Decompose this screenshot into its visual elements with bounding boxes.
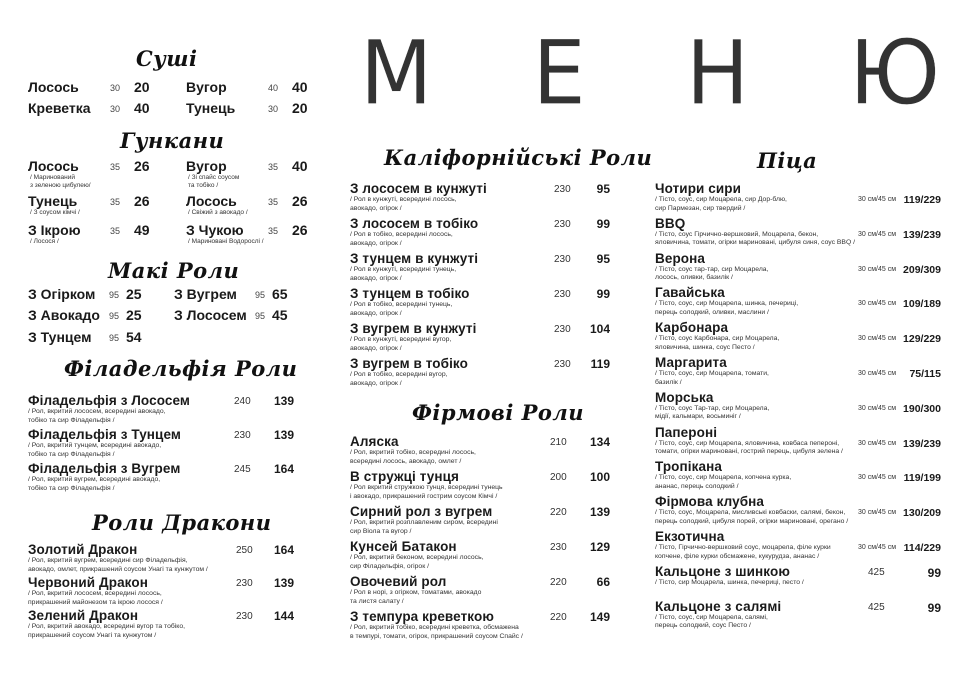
item-price: 149: [589, 610, 610, 624]
item-weight: 220: [550, 612, 567, 623]
dragons-item: [28, 575, 300, 607]
item-name: З Тунцем: [28, 329, 92, 345]
item-weight: 35: [268, 162, 279, 172]
item-name: Гавайська: [655, 285, 725, 301]
item-name: Вугор: [186, 79, 227, 95]
pizza-item: [655, 564, 947, 588]
item-price: 104: [589, 322, 610, 336]
section-title: Суші: [136, 46, 198, 71]
section-title: Макі Роли: [108, 258, 240, 283]
item-name: З Огірком: [28, 286, 96, 302]
california-item: [350, 321, 618, 353]
maki-row: [28, 307, 300, 329]
item-name: З тунцем в кунжуті: [350, 251, 479, 266]
item-weight: 95: [109, 290, 120, 300]
item-price: 109/189: [903, 298, 941, 311]
item-name: Чотири сири: [655, 181, 742, 196]
california-item: [350, 356, 618, 388]
item-name: Кальцоне з шинкою: [655, 563, 790, 579]
item-description: / Рол вкритий стружкою тунця, всередині тунець і авокадо, прикрашений гострим соусом Кімчі /: [350, 484, 503, 500]
item-name: В стружці тунця: [350, 469, 460, 484]
item-size: 425: [868, 566, 885, 578]
item-description: / Рол, вкритий лососем, всередині авокадо, тобіко та сир Філадельфія /: [28, 408, 166, 424]
item-price: 99: [596, 217, 610, 231]
philadelphia-item: [28, 393, 300, 425]
item-description: / Рол в кунжуті, всередині тунець, авокадо, огірок /: [350, 266, 457, 282]
item-weight: 230: [234, 430, 251, 441]
item-price: 75/115: [909, 368, 941, 380]
section-title: Каліфорнійські Роли: [384, 145, 653, 170]
item-price: 40: [292, 158, 308, 174]
pizza-item: [655, 599, 947, 631]
item-weight: 95: [109, 311, 120, 321]
pizza-item: [655, 181, 947, 213]
item-weight: 250: [236, 545, 253, 556]
item-weight: 40: [268, 83, 279, 93]
item-name: Верона: [655, 250, 706, 266]
item-name: Сирний рол з вугрем: [350, 504, 493, 519]
pizza-item: [655, 390, 947, 422]
item-weight: 230: [554, 184, 571, 195]
item-name: З Ікрою: [28, 222, 81, 238]
signature-item: [350, 434, 618, 466]
item-price: 54: [126, 329, 142, 345]
item-name: Вугор: [186, 158, 227, 174]
pizza-item: [655, 216, 947, 248]
item-size: 30 см/45 см: [858, 335, 897, 343]
item-name: З Чукою: [186, 222, 244, 238]
item-name: Аляска: [350, 434, 399, 449]
item-name: З темпура креветкою: [350, 609, 494, 624]
item-name: Креветка: [28, 100, 91, 116]
pizza-item: [655, 285, 947, 317]
item-weight: 35: [268, 226, 279, 236]
item-name: Філадельфія з Вугрем: [28, 461, 181, 476]
item-description: / Рол, вкритий беконом, всередині лосось, сир Філадельфія, огірок /: [350, 554, 484, 570]
item-weight: 30: [110, 104, 121, 114]
item-price: 26: [292, 193, 308, 209]
item-price: 139/239: [903, 228, 941, 241]
item-name: З Лососем: [174, 307, 247, 323]
item-name: Папероні: [655, 424, 718, 440]
philadelphia-item: [28, 461, 300, 493]
item-name: Червоний Дракон: [28, 575, 148, 590]
item-weight: 95: [255, 290, 266, 300]
item-weight: 230: [554, 254, 571, 265]
item-weight: 95: [109, 333, 120, 343]
item-price: 45: [272, 307, 288, 323]
item-name: З лососем в тобіко: [350, 216, 479, 231]
item-weight: 220: [550, 507, 567, 518]
item-note: / Лосося /: [30, 238, 59, 245]
item-weight: 230: [236, 611, 253, 622]
item-price: 139: [273, 428, 294, 442]
item-weight: 230: [554, 219, 571, 230]
section-title: Фірмові Роли: [412, 400, 585, 425]
item-price: 119/229: [903, 194, 941, 206]
item-description: / Рол, вкритий авокадо, всередині вугор та тобіко, прикрашений соусом Унагі та кунжутом /: [28, 623, 185, 639]
item-name: Філадельфія з Лососем: [28, 393, 191, 408]
item-name: Фірмова клубна: [655, 494, 765, 510]
menu-title-letter: Ю: [849, 21, 940, 125]
item-name: Лосось: [186, 193, 237, 209]
item-description: / Тісто, Гірчично-вершковий соус, моцарела, філе курки копчене, філе курки обсмажене, кукурудза, ананас /: [655, 544, 831, 560]
item-description: / Рол, вкритий тобіко, всередині креветка, обсмажена в темпурі, томати, огірок, прикрашений соусом Спайс /: [350, 624, 523, 640]
item-price: 25: [126, 286, 142, 302]
item-price: 99: [927, 600, 941, 615]
pizza-item: [655, 251, 947, 283]
pizza-item: [655, 529, 947, 561]
maki-row: [28, 286, 300, 308]
item-name: З тунцем в тобіко: [350, 286, 470, 301]
item-name: Лосось: [28, 79, 79, 95]
item-weight: 30: [110, 83, 121, 93]
item-description: / Рол в тобіко, всередині лосось, авокадо, огірок /: [350, 231, 453, 247]
item-size: 30 см/45 см: [858, 474, 897, 482]
menu-title: [360, 21, 940, 125]
item-price: 139: [589, 505, 610, 519]
item-name: Морська: [655, 389, 714, 405]
item-weight: 240: [234, 396, 251, 407]
item-price: 100: [589, 470, 610, 484]
item-price: 25: [126, 307, 142, 323]
item-price: 26: [292, 222, 308, 238]
item-description: / Рол в тобіко, всередині тунець, авокадо, огірок /: [350, 301, 453, 317]
item-price: 65: [272, 286, 288, 302]
item-name: Карбонара: [655, 320, 729, 336]
item-name: BBQ: [655, 215, 686, 231]
pizza-item: [655, 494, 947, 526]
item-description: / Тісто, соус, сир Моцарела, сир Дор-блю, сир Пармезан, сир твердий /: [655, 196, 787, 212]
signature-item: [350, 574, 618, 606]
item-price: 129/229: [903, 333, 941, 346]
item-description: / Тісто, соус, Моцарела, мисливські ковбаски, салямі, бекон, перець солодкий, цибуля порей, огірки мариновані, орегано /: [655, 509, 849, 525]
item-size: 30 см/45 см: [858, 265, 897, 273]
item-price: 209/309: [903, 263, 941, 276]
item-name: З вугрем в тобіко: [350, 356, 468, 371]
item-description: / Рол, вкритий розплавленим сиром, всередині сир Віола та вугор /: [350, 519, 498, 535]
item-description: / Тісто, соус Карбонара, сир Моцарела, яловичина, шинка, соус Песто /: [655, 335, 780, 351]
item-description: / Тісто, соус, сир Моцарела, яловичина, ковбаса пепероні, томати, огірки мариновані, гострий перець, цибуля зелена /: [655, 439, 843, 456]
item-name: Екзотична: [655, 529, 725, 544]
item-weight: 230: [554, 324, 571, 335]
dragons-item: [28, 608, 300, 640]
gunkan-row: [28, 222, 308, 245]
menu-title-letter: Е: [532, 21, 586, 125]
item-note: / З соусом кімчі /: [30, 209, 80, 216]
section-title: Гункани: [120, 128, 225, 153]
item-weight: 230: [554, 289, 571, 300]
item-name: Овочевий рол: [350, 574, 447, 589]
item-size: 30 см/45 см: [858, 544, 897, 551]
california-item: [350, 181, 618, 213]
item-name: З вугрем в кунжуті: [350, 321, 477, 336]
item-description: / Рол, вкритий тунцем, всередині авокадо, тобіко та сир Філадельфія /: [28, 442, 162, 458]
item-size: 30 см/45 см: [858, 196, 897, 203]
item-description: / Тісто, соус Гірчично-вершковий, Моцарела, бекон, яловичина, томати, огірки мариновані, цибуля синя, соус BBQ /: [655, 230, 856, 247]
item-description: / Рол, вкритий вугрем, всередині сир Філадельфія, авокадо, омлет, прикрашений соусом Унагі та кунжутом /: [28, 557, 208, 573]
item-price: 66: [596, 575, 610, 589]
item-weight: 230: [236, 578, 253, 589]
item-weight: 30: [268, 104, 279, 114]
item-size: 30 см/45 см: [858, 509, 897, 517]
item-weight: 230: [550, 542, 567, 553]
item-price: 190/300: [903, 402, 941, 415]
item-note: / Маринований з зеленою цибулею/: [30, 174, 91, 189]
california-item: [350, 286, 618, 318]
california-item: [350, 216, 618, 248]
item-description: / Рол, вкритий лососем, всередині лосось, прикрашений майонезом та ікрою лосося /: [28, 590, 163, 606]
item-description: / Рол в норі, з огірком, томатами, авокадо та листя салату /: [350, 589, 482, 605]
item-price: 95: [596, 182, 610, 196]
item-name: Філадельфія з Тунцем: [28, 427, 181, 442]
item-name: Маргарита: [655, 355, 727, 370]
item-price: 119/199: [903, 472, 941, 485]
item-weight: 35: [268, 197, 279, 207]
item-price: 114/229: [903, 542, 941, 554]
item-note: / Зі спайс соусом та тобіко /: [188, 174, 240, 189]
item-price: 139: [273, 394, 294, 408]
item-description: / Рол, вкритий тобіко, всередині лосось, всередині лосось, авокадо, омлет /: [350, 449, 476, 465]
signature-item: [350, 539, 618, 571]
item-price: 164: [273, 462, 294, 476]
section-title: Роли Дракони: [92, 510, 272, 535]
pizza-item: [655, 459, 947, 491]
item-description: / Рол, вкритий вугрем, всередині авокадо, тобіко та сир Філадельфія /: [28, 476, 161, 492]
item-price: 26: [134, 193, 150, 209]
item-name: Кальцоне з салямі: [655, 598, 782, 614]
item-name: Тунець: [28, 193, 78, 209]
item-description: / Рол в кунжуті, всередині вугор, авокадо, огірок /: [350, 336, 452, 352]
item-description: / Тісто, соус Тар-тар, сир Моцарела, мідії, кальмари, восьминіг /: [655, 404, 770, 421]
sushi-row: [28, 100, 308, 122]
signature-item: [350, 469, 618, 501]
item-price: 99: [927, 565, 941, 580]
item-price: 26: [134, 158, 150, 174]
gunkan-row: [28, 193, 308, 216]
sushi-row: [28, 79, 308, 101]
item-price: 20: [134, 79, 150, 95]
item-description: / Тісто, соус, сир Моцарела, шинка, печериці, перець солодкий, оливки, маслини /: [655, 300, 799, 316]
item-name: Зелений Дракон: [28, 608, 139, 623]
item-size: 30 см/45 см: [858, 370, 897, 377]
item-name: З лососем в кунжуті: [350, 181, 487, 196]
item-name: Тропікана: [655, 459, 722, 475]
item-size: 30 см/45 см: [858, 230, 897, 238]
item-weight: 35: [110, 162, 121, 172]
item-price: 40: [292, 79, 308, 95]
item-name: Кунсей Батакон: [350, 539, 457, 554]
item-description: / Тісто, соус, сир Моцарела, томати, базилік /: [655, 370, 769, 386]
item-name: Тунець: [186, 100, 236, 116]
item-weight: 220: [550, 577, 567, 588]
item-price: 49: [134, 222, 150, 238]
menu-title-letter: М: [360, 21, 433, 125]
item-description: / Тісто, соус тар-тар, сир Моцарела, лосось, оливки, базилік /: [655, 265, 769, 282]
item-name: Золотий Дракон: [28, 542, 138, 557]
item-price: 130/209: [903, 507, 941, 520]
item-weight: 95: [255, 311, 266, 321]
item-price: 139/239: [903, 437, 941, 450]
california-item: [350, 251, 618, 283]
item-size: 30 см/45 см: [858, 439, 897, 447]
signature-item: [350, 609, 618, 641]
dragons-item: [28, 542, 300, 574]
item-weight: 200: [550, 472, 567, 483]
item-description: / Рол в кунжуті, всередині лосось, авокадо, огірок /: [350, 196, 457, 212]
item-size: 30 см/45 см: [858, 404, 897, 412]
item-note: / Свіжий з авокадо /: [188, 209, 248, 216]
item-name: Лосось: [28, 158, 79, 174]
item-price: 99: [596, 287, 610, 301]
item-weight: 230: [554, 359, 571, 370]
item-name: З Авокадо: [28, 307, 100, 323]
item-description: / Рол в тобіко, всередині вугор, авокадо, огірок /: [350, 371, 448, 387]
item-price: 40: [134, 100, 150, 116]
item-price: 20: [292, 100, 308, 116]
item-weight: 245: [234, 464, 251, 475]
signature-item: [350, 504, 618, 536]
pizza-item: [655, 320, 947, 352]
item-name: З Вугрем: [174, 286, 237, 302]
section-title: Піца: [757, 148, 818, 173]
philadelphia-item: [28, 427, 300, 459]
item-weight: 35: [110, 197, 121, 207]
item-size: 30 см/45 см: [858, 300, 897, 308]
section-title: Філадельфія Роли: [64, 356, 298, 381]
gunkan-row: [28, 158, 308, 189]
item-price: 144: [273, 609, 294, 623]
item-weight: 35: [110, 226, 121, 236]
pizza-item: [655, 425, 947, 457]
item-note: / Мариновані Водорослі /: [188, 238, 264, 245]
maki-row: [28, 329, 300, 351]
item-weight: 210: [550, 437, 567, 448]
item-price: 164: [273, 543, 294, 557]
pizza-item: [655, 355, 947, 387]
item-description: / Тісто, соус, сир Моцарела, салямі, перець солодкий, соус Песто /: [655, 613, 768, 630]
item-size: 425: [868, 601, 885, 613]
item-description: / Тісто, сир Моцарела, шинка, печериці, песто /: [655, 578, 804, 586]
item-price: 119: [590, 357, 610, 371]
item-description: / Тісто, соус, сир Моцарела, копчена курка, ананас, перець солодкий /: [655, 474, 792, 490]
item-price: 139: [273, 576, 294, 590]
item-price: 129: [589, 540, 610, 554]
menu-title-letter: Н: [685, 21, 750, 125]
item-price: 134: [589, 435, 610, 449]
item-price: 95: [596, 252, 610, 266]
